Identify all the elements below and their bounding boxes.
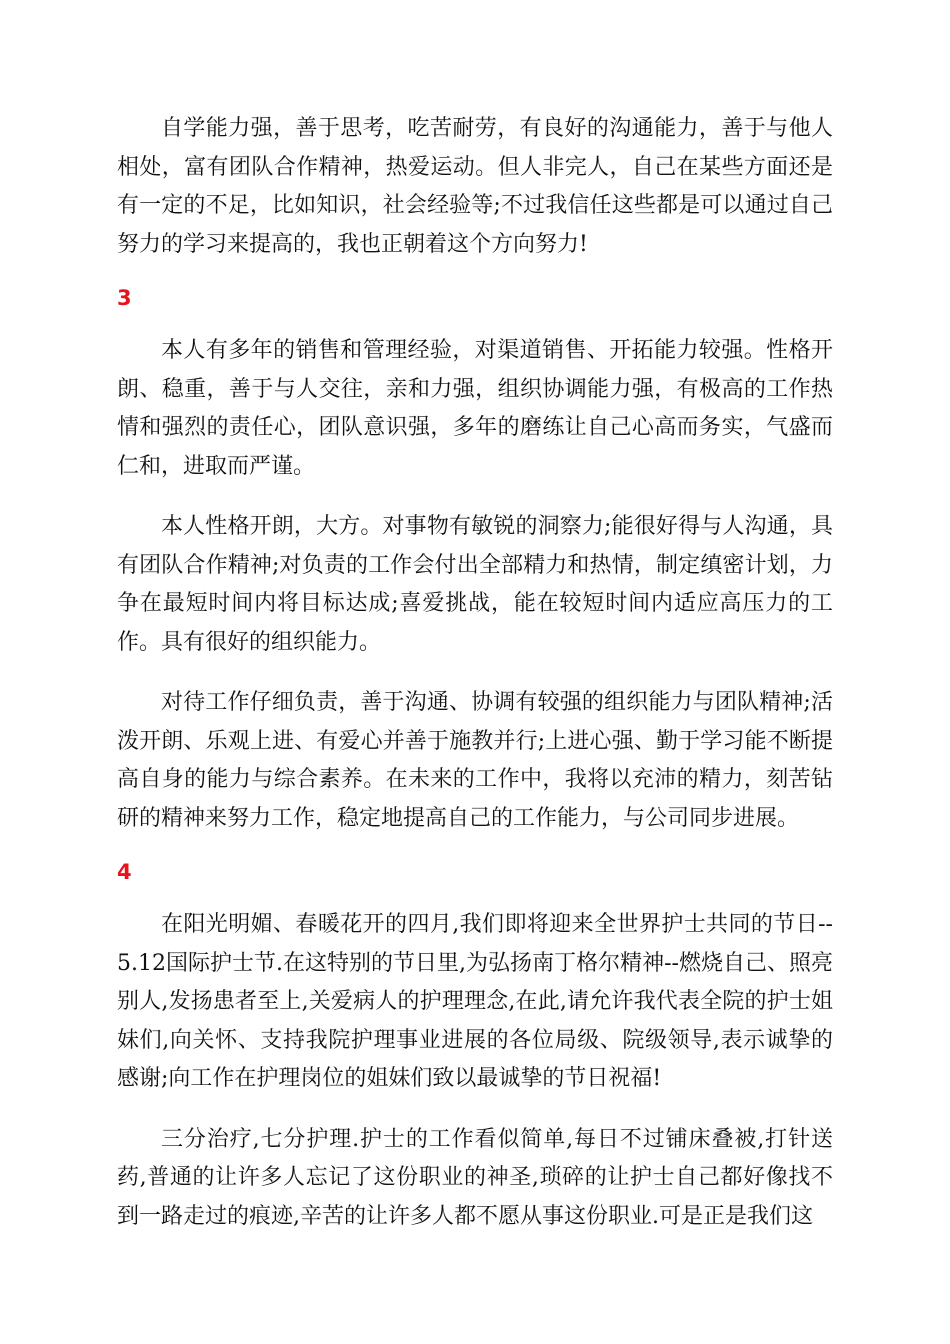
paragraph-3-2: 本人性格开朗，大方。对事物有敏锐的洞察力;能很好得与人沟通，具有团队合作精神;对负责的工作会付出全部精力和热情，制定缜密计划，力争在最短时间内将目标达成;喜爱挑战，能在较短时间内适应高压力的工作。具有很好的组织能力。 bbox=[117, 514, 833, 655]
paragraph-3-3: 对待工作仔细负责，善于沟通、协调有较强的组织能力与团队精神;活泼开朗、乐观上进、有爱心并善于施教并行;上进心强、勤于学习能不断提高自身的能力与综合素养。在未来的工作中，我将以充沛的精力，刻苦钻研的精神来努力工作，稳定地提高自己的工作能力，与公司同步进展。 bbox=[117, 690, 833, 831]
paragraph-4-1: 在阳光明媚、春暖花开的四月,我们即将迎来全世界护士共同的节日--5.12国际护士节.在这特别的节日里,为弘扬南丁格尔精神--燃烧自己、照亮别人,发扬患者至上,关爱病人的护理理念,在此,请允许我代表全院的护士姐妹们,向关怀、支持我院护理事业进展的各位局级、院级领导,表示诚挚的感谢;向工作在护理岗位的姐妹们致以最诚挚的节日祝福! bbox=[117, 912, 833, 1091]
paragraph-intro: 自学能力强，善于思考，吃苦耐劳，有良好的沟通能力，善于与他人相处，富有团队合作精神，热爱运动。但人非完人，自己在某些方面还是有一定的不足，比如知识，社会经验等;不过我信任这些都是可以通过自己努力的学习来提高的，我也正朝着这个方向努力! bbox=[117, 116, 833, 257]
section-number-4: 4 bbox=[117, 860, 132, 884]
section-number-3: 3 bbox=[117, 286, 132, 310]
document-body bbox=[117, 110, 833, 1258]
paragraph-3-1: 本人有多年的销售和管理经验，对渠道销售、开拓能力较强。性格开朗、稳重，善于与人交往，亲和力强，组织协调能力强，有极高的工作热情和强烈的责任心，团队意识强，多年的磨练让自己心高而务实，气盛而仁和，进取而严谨。 bbox=[117, 338, 833, 479]
paragraph-4-2: 三分治疗,七分护理.护士的工作看似简单,每日不过铺床叠被,打针送药,普通的让许多人忘记了这份职业的神圣,琐碎的让护士自己都好像找不到一路走过的痕迹,辛苦的让许多人都不愿从事这份职业.可是正是我们这 bbox=[117, 1126, 833, 1229]
